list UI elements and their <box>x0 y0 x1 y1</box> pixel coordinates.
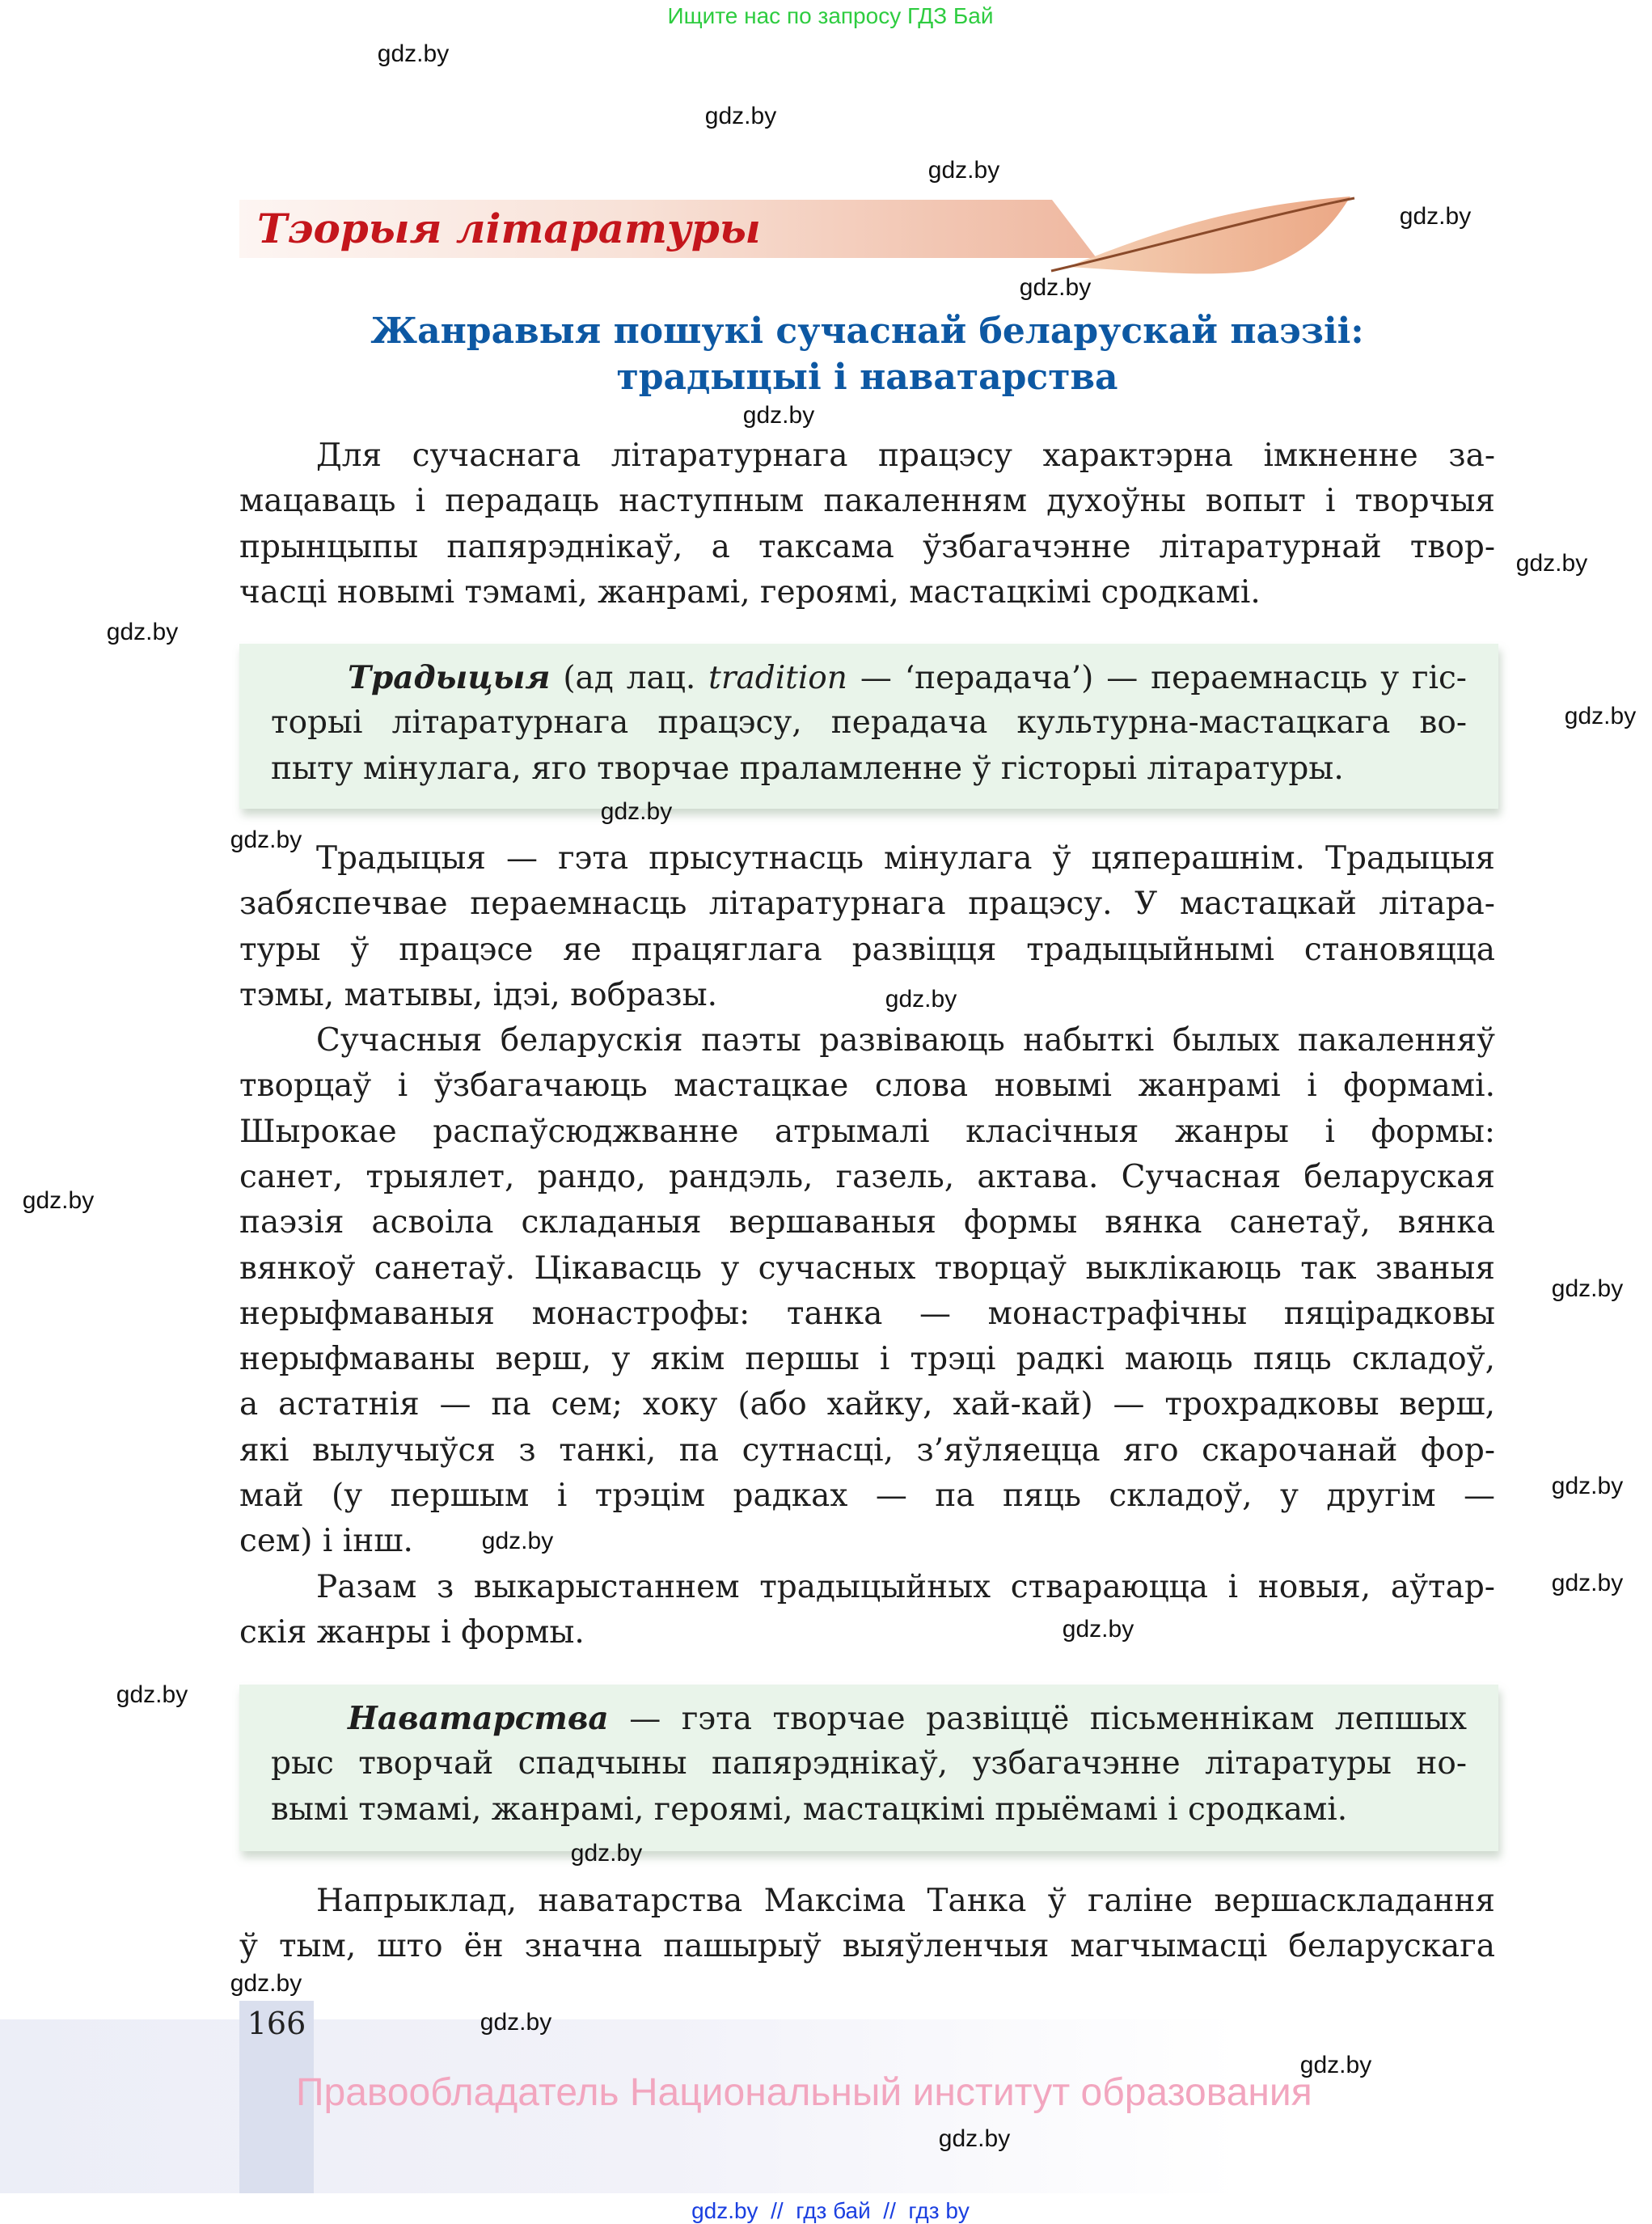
feather-icon <box>1043 190 1367 279</box>
watermark-text: gdz.by <box>1564 703 1637 729</box>
text-run: (ад лац. <box>550 660 709 696</box>
paragraph-line: вянкоў санетаў. Цікавасць у сучасных творцаў выклікаюць так званыя <box>239 1249 1495 1287</box>
paragraph-line: Напрыклад, наватарства Максіма Танка ў галіне вершаскладання <box>316 1883 1495 1919</box>
watermark-text: gdz.by <box>377 40 450 67</box>
paragraph-line: нерыфмаваны верш, у якім першы і трэці радкі маюць пяць складоў, <box>239 1341 1495 1378</box>
watermark-text: gdz.by <box>704 103 777 129</box>
page-number: 166 <box>247 2006 306 2041</box>
watermark-text: gdz.by <box>481 1528 554 1554</box>
watermark-text: gdz.by <box>600 798 673 825</box>
paragraph-line: тэмы, матывы, ідэі, вобразы. <box>239 976 718 1013</box>
paragraph-line: Шырокае распаўсюджванне атрымалі класічныя жанры і формы: <box>239 1113 1495 1150</box>
bottom-links[interactable]: gdz.by // гдз бай // гдз by <box>691 2198 970 2223</box>
paragraph-line: забяспечвае пераемнасць літаратурнага працэсу. У мастацкай літара- <box>239 886 1495 923</box>
paragraph-line: Для сучаснага літаратурнага працэсу характэрна імкненне за- <box>316 438 1495 474</box>
watermark-text: gdz.by <box>22 1187 95 1214</box>
defined-term: Традыцыя <box>348 659 551 696</box>
paragraph-line: май (у першым і трэцім радках — па пяць складоў, у другім — <box>239 1478 1495 1514</box>
paragraph-line: паэзія асвоіла складаныя вершаваныя формы вянка санетаў, вянка <box>239 1204 1495 1241</box>
paragraph-line: які вылучыўся з танкі, па сутнасці, з’яўляецца яго скарочанай фор- <box>239 1431 1495 1469</box>
search-hint-banner: Ищите нас по запросу ГДЗ Бай <box>667 3 994 28</box>
watermark-text: gdz.by <box>1299 2052 1372 2078</box>
page-title-line-1: Жанравыя пошукі сучаснай беларускай паэзіі: <box>370 311 1364 352</box>
defined-term: Наватарства <box>348 1700 609 1737</box>
page-title-line-2: традыцыі і наватарства <box>616 357 1118 398</box>
watermark-text: gdz.by <box>1551 1570 1624 1596</box>
text-run: tradition <box>708 660 847 696</box>
definition-line: вымі тэмамі, жанрамі, героямі, мастацкімі прыёмамі і сродкамі. <box>271 1791 1348 1828</box>
definition-line <box>348 655 1467 700</box>
text-run: — ‘перадача’) — пераемнасць у гіс- <box>847 660 1467 696</box>
paragraph-line: часці новымі тэмамі, жанрамі, героямі, мастацкімі сродкамі. <box>239 573 1261 611</box>
paragraph-line: нерыфмаваныя монастрофы: танка — монастрафічны пяцірадковы <box>239 1295 1495 1332</box>
paragraph-line: мацаваць і перадаць наступным пакаленням духоўны вопыт і творчыя <box>239 483 1495 520</box>
paragraph-line: скія жанры і формы. <box>239 1614 585 1651</box>
rights-notice: Правообладатель Национальный институт образования <box>296 2071 1312 2114</box>
watermark-text: gdz.by <box>480 2009 552 2036</box>
paragraph-line: санет, трыялет, рандо, рандэль, газель, актава. Сучасная беларуская <box>239 1158 1495 1195</box>
watermark-text: gdz.by <box>230 827 302 853</box>
watermark-text: gdz.by <box>1399 203 1472 230</box>
paragraph-line: Традыцыя — гэта прысутнасць мінулага ў цяперашнім. Традыцыя <box>316 840 1495 877</box>
watermark-text: gdz.by <box>106 619 179 645</box>
paragraph-line: прынцыпы папярэднікаў, а таксама ўзбагачэнне літаратурнай твор- <box>239 528 1495 565</box>
watermark-text: gdz.by <box>938 2125 1011 2152</box>
paragraph-line: туры ў працэсе яе працяглага развіцця традыцыйнымі становяцца <box>239 931 1495 968</box>
paragraph-line: сем) і інш. <box>239 1523 413 1560</box>
text-run: — гэта творчае развіццё пісьменнікам лепшых <box>608 1701 1467 1737</box>
watermark-text: gdz.by <box>1551 1275 1624 1302</box>
section-label: Тэорыя літаратуры <box>257 205 761 252</box>
watermark-text: gdz.by <box>927 157 1000 184</box>
paragraph-line: а астатнія — па сем; хоку (або хайку, хай-кай) — трохрадковы верш, <box>239 1386 1495 1423</box>
definition-line: пыту мінулага, яго творчае праламленне ў гісторыі літаратуры. <box>271 750 1344 787</box>
watermark-text: gdz.by <box>742 402 815 429</box>
watermark-text: gdz.by <box>1062 1616 1134 1643</box>
watermark-text: gdz.by <box>1551 1473 1624 1499</box>
watermark-text: gdz.by <box>230 1970 302 1997</box>
watermark-text: gdz.by <box>1019 274 1092 301</box>
paragraph-line: ў тым, што ён значна пашырыў выяўленчыя магчымасці беларускага <box>239 1928 1495 1965</box>
watermark-text: gdz.by <box>116 1681 188 1708</box>
watermark-text: gdz.by <box>570 1840 643 1867</box>
paragraph-line: Сучасныя беларускія паэты развіваюць набыткі былых пакаленняў <box>316 1022 1495 1059</box>
watermark-text: gdz.by <box>1515 550 1588 577</box>
definition-line: торыі літаратурнага працэсу, перадача культурна-мастацкага во- <box>271 704 1467 742</box>
paragraph-line: творцаў і ўзбагачаюць мастацкае слова новымі жанрамі і формамі. <box>239 1068 1495 1105</box>
definition-line <box>348 1696 1467 1741</box>
paragraph-line: Разам з выкарыстаннем традыцыйных ствараюцца і новыя, аўтар- <box>316 1569 1495 1605</box>
definition-line: рыс творчай спадчыны папярэднікаў, узбагачэнне літаратуры но- <box>271 1745 1467 1782</box>
watermark-text: gdz.by <box>885 986 957 1013</box>
